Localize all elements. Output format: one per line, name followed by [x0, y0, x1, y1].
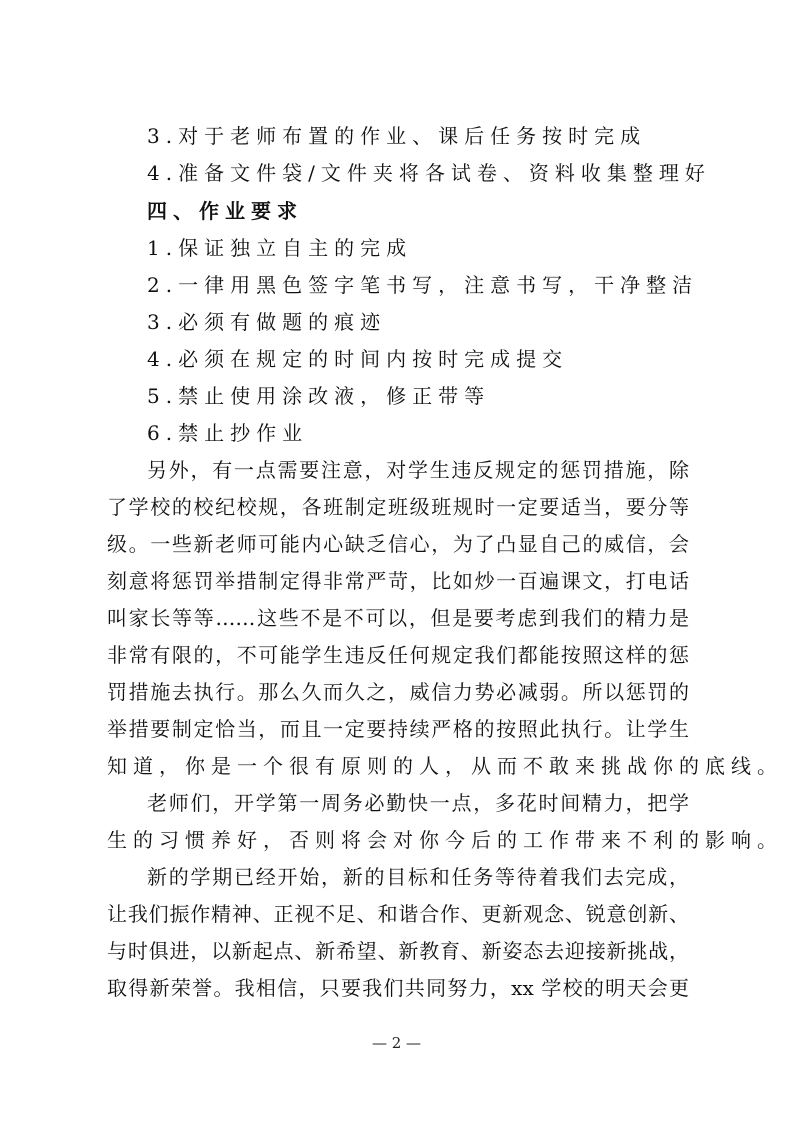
paragraph-line: 新的学期已经开始，新的目标和任务等待着我们去完成， [147, 865, 689, 889]
paragraph-line: 刻意将惩罚举措制定得非常严苛，比如炒一百遍课文，打电话 [107, 569, 689, 593]
list-item: 4.准备文件袋/文件夹将各试卷、资料收集整理好 [147, 161, 711, 185]
list-item: 2.一律用黑色签字笔书写，注意书写，干净整洁 [147, 273, 699, 297]
paragraph-line: 了学校的校纪校规，各班制定班级班规时一定要适当，要分等 [107, 495, 689, 519]
list-item: 3.对于老师布置的作业、课后任务按时完成 [147, 124, 647, 148]
paragraph-line: 生的习惯养好，否则将会对你今后的工作带来不利的影响。 [107, 828, 783, 852]
list-item: 5.禁止使用涂改液，修正带等 [147, 384, 491, 408]
paragraph-line: 叫家长等等……这些不是不可以，但是要考虑到我们的精力是 [107, 606, 689, 630]
section-heading: 四、作业要求 [147, 199, 303, 223]
paragraph-line: 级。一些新老师可能内心缺乏信心，为了凸显自己的威信，会 [107, 532, 689, 556]
page-number: — 2 — [371, 1034, 422, 1052]
paragraph-line: 举措要制定恰当，而且一定要持续严格的按照此执行。让学生 [107, 717, 689, 741]
paragraph-line: 另外，有一点需要注意，对学生违反规定的惩罚措施，除 [147, 458, 689, 482]
paragraph-line: 与时俱进，以新起点、新希望、新教育、新姿态去迎接新挑战， [107, 939, 689, 963]
paragraph-line: 知道，你是一个很有原则的人，从而不敢来挑战你的底线。 [107, 754, 783, 778]
paragraph-line: 让我们振作精神、正视不足、和谐合作、更新观念、锐意创新、 [107, 902, 689, 926]
paragraph-line: 取得新荣誉。我相信，只要我们共同努力，xx 学校的明天会更 [107, 976, 689, 1000]
paragraph-line: 非常有限的，不可能学生违反任何规定我们都能按照这样的惩 [107, 643, 689, 667]
list-item: 6.禁止抄作业 [147, 421, 309, 445]
list-item: 1.保证独立自主的完成 [147, 236, 413, 260]
paragraph-line: 老师们，开学第一周务必勤快一点，多花时间精力，把学 [147, 791, 689, 815]
list-item: 4.必须在规定的时间内按时完成提交 [147, 347, 569, 371]
paragraph-line: 罚措施去执行。那么久而久之，威信力势必减弱。所以惩罚的 [107, 680, 689, 704]
list-item: 3.必须有做题的痕迹 [147, 310, 387, 334]
